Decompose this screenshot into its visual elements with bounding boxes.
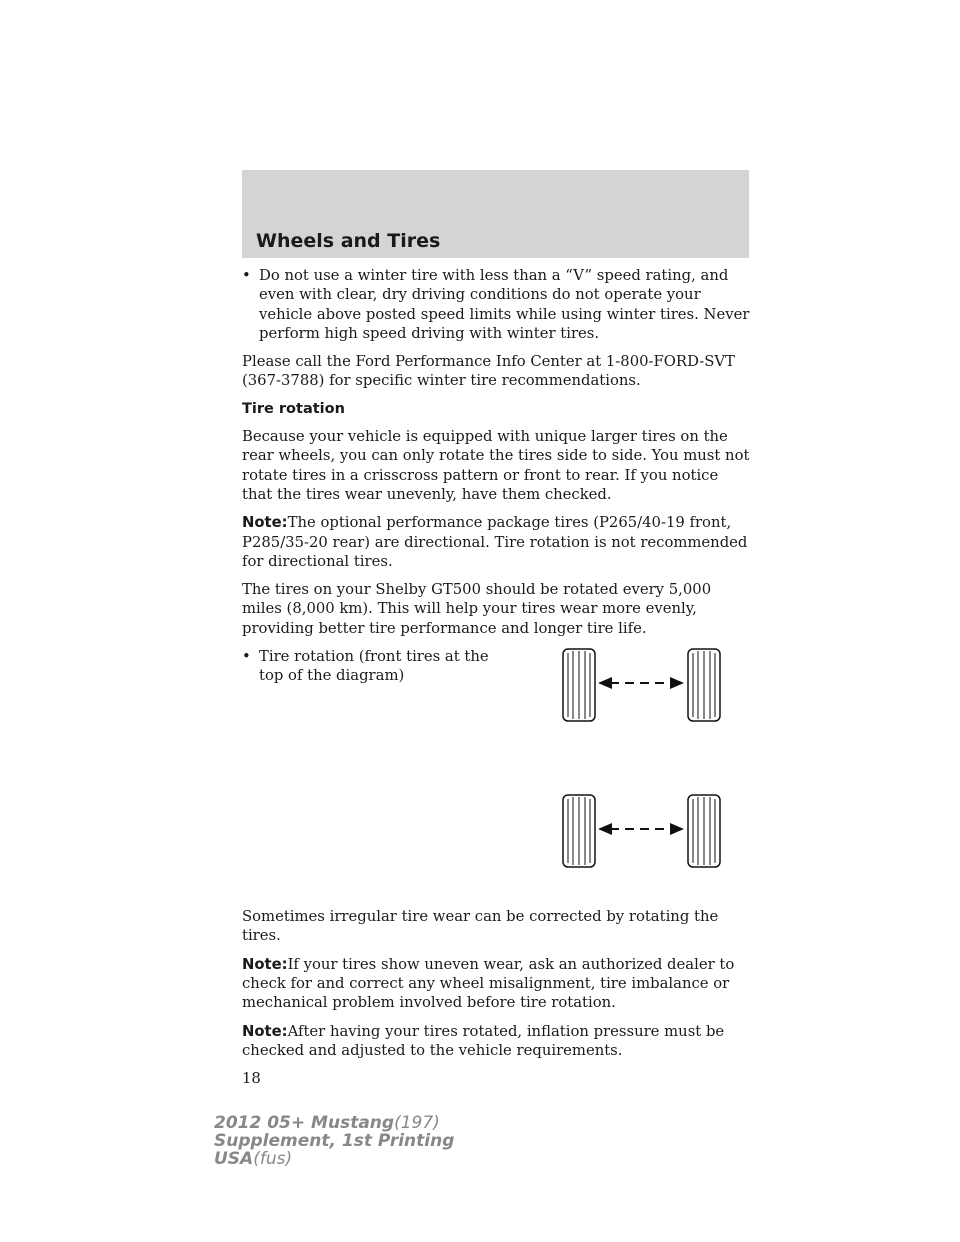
rear-right-tire-icon	[688, 795, 720, 867]
footer-code: (197)	[394, 1113, 440, 1133]
footer-line-3	[214, 1150, 454, 1168]
note-uneven-wear	[242, 955, 752, 1013]
footer-market-code: (fus)	[253, 1149, 293, 1169]
tire-rotation-diagram	[562, 647, 722, 877]
note-text: If your tires show uneven wear, ask an authorized dealer to check for and correct any wheel misalignment, tire imbalance or mechanical problem involved before tire rotation.	[242, 955, 735, 1012]
note-label: Note:	[242, 514, 288, 532]
note-directional	[242, 513, 752, 571]
rear-left-tire-icon	[563, 795, 595, 867]
section-header-band	[242, 170, 749, 258]
note-text: The optional performance package tires (P265/40-19 front, P285/35-20 rear) are directional. Tire rotation is not recommended for directional tires.	[242, 514, 748, 570]
rotation-interval-paragraph: The tires on your Shelby GT500 should be rotated every 5,000 miles (8,000 km). This will help your tires wear more evenly, providing better tire performance and longer tire life.	[242, 581, 712, 637]
rotation-paragraph: Because your vehicle is equipped with unique larger tires on the rear wheels, you can only rotate the tires side to side. You must not rotate tires in a crisscross pattern or front to rear. If you notice that the tires wear unevenly, have them checked.	[242, 428, 750, 503]
section-title: Wheels and Tires	[256, 230, 441, 252]
irregular-wear-paragraph: Sometimes irregular tire wear can be corrected by rotating the tires.	[242, 908, 719, 945]
page-content	[242, 266, 752, 1088]
front-left-tire-icon	[563, 649, 595, 721]
page-number: 18	[242, 1070, 261, 1088]
note-label: Note:	[242, 955, 288, 973]
rotation-diagram-bullet: • Tire rotation (front tires at the top of the diagram)	[242, 647, 509, 686]
front-right-tire-icon	[688, 649, 720, 721]
footer-line-1	[214, 1114, 454, 1132]
winter-tire-bullet: • Do not use a winter tire with less than a “V” speed rating, and even with clear, dry driving conditions do not operate your vehicle above posted speed limits while using winter tires. Never perform high speed driving with winter tires.	[242, 266, 752, 343]
footer-model: 2012 05+ Mustang	[214, 1113, 395, 1133]
print-footer	[214, 1114, 454, 1168]
footer-market: USA	[214, 1149, 254, 1169]
note-text: After having your tires rotated, inflation pressure must be checked and adjusted to the vehicle requirements.	[242, 1022, 725, 1059]
info-center-paragraph: Please call the Ford Performance Info Center at 1-800-FORD-SVT (367-3788) for specific winter tire recommendations.	[242, 353, 735, 390]
front-swap-arrow-icon	[598, 677, 684, 689]
rear-swap-arrow-icon	[598, 823, 684, 835]
rotation-diagram-block	[242, 647, 752, 901]
footer-line-2: Supplement, 1st Printing	[214, 1131, 455, 1151]
tire-rotation-heading: Tire rotation	[242, 400, 345, 417]
note-label: Note:	[242, 1022, 288, 1040]
note-inflation	[242, 1022, 752, 1061]
